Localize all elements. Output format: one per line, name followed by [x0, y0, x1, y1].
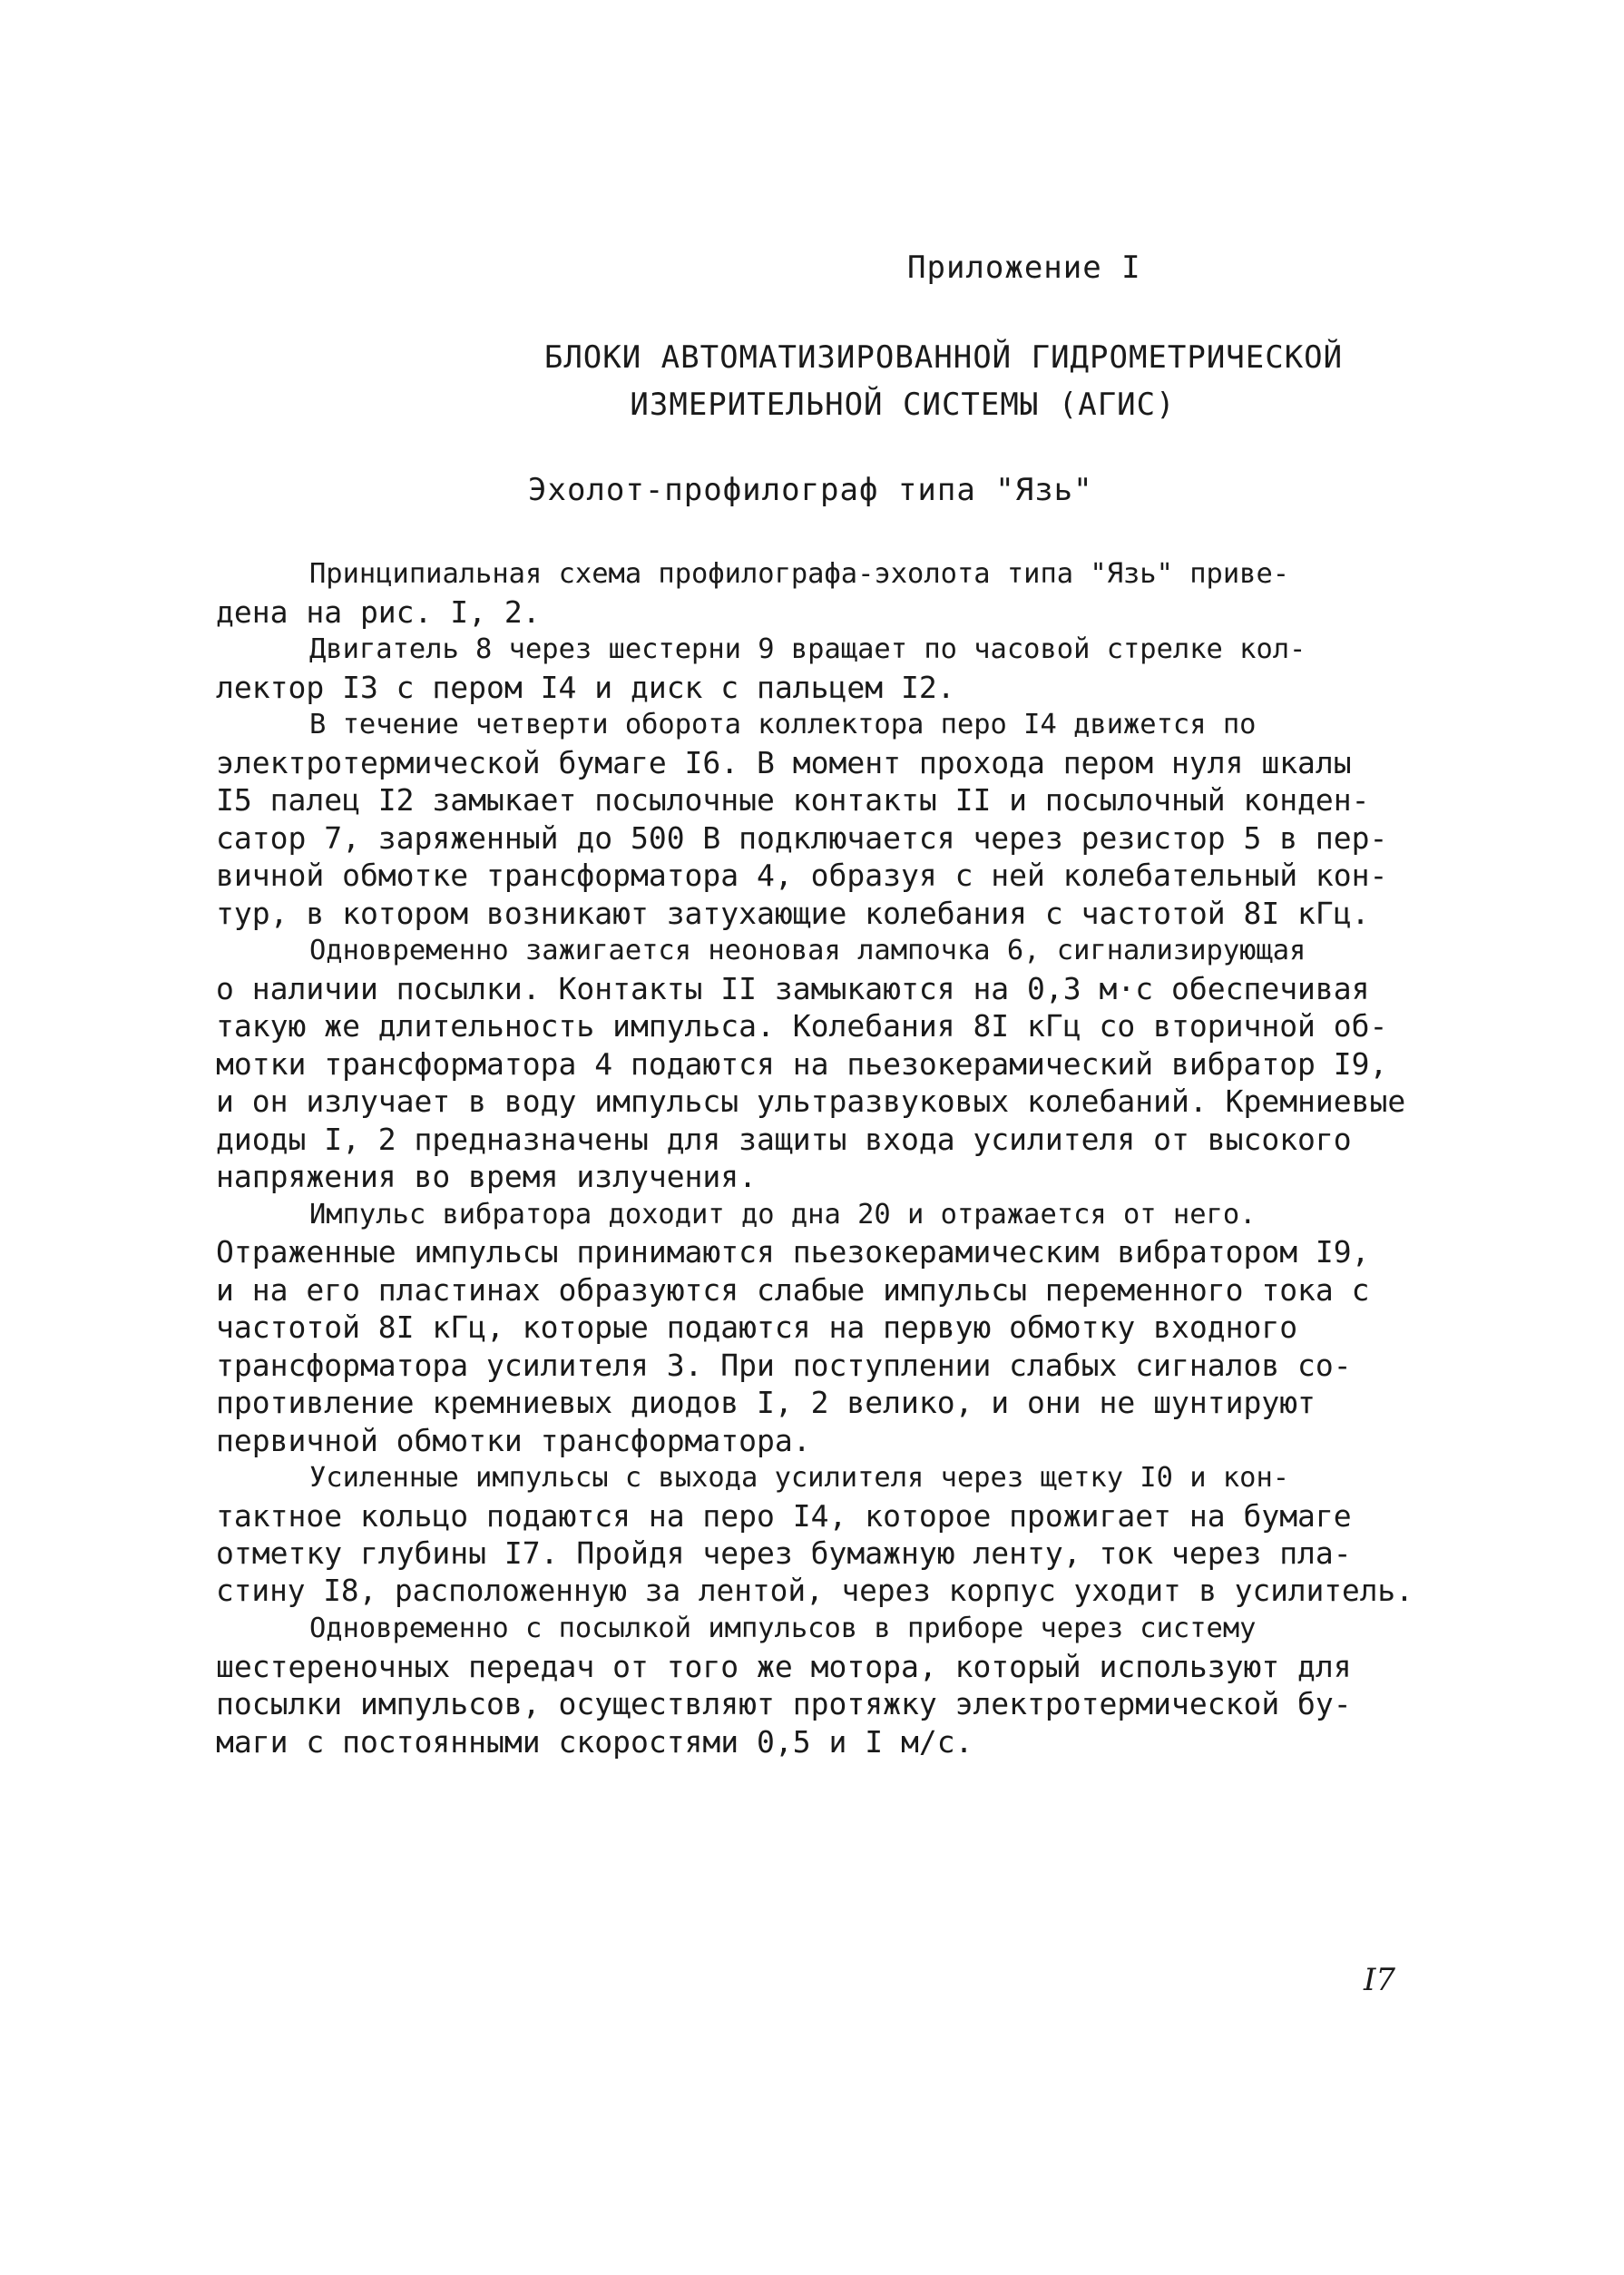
text-line: стину I8, расположенную за лентой, через корпус уходит в усилитель.: [216, 1573, 1414, 1608]
title-line-2: ИЗМЕРИТЕЛЬНОЙ СИСТЕМЫ (АГИС): [630, 387, 1176, 423]
text-line: шестереночных передач от того же мотора, который используют для: [216, 1648, 1352, 1684]
text-line: мотки трансформатора 4 подаются на пьезокерамический вибратор I9,: [216, 1045, 1388, 1082]
text-line: такую же длительность импульса. Колебания 8I кГц со вторичной об-: [216, 1008, 1388, 1044]
text-line: вичной обмотке трансформатора 4, образуя с ней колебательный кон-: [216, 858, 1388, 893]
page-number: I7: [1364, 1962, 1396, 1998]
section-subtitle: Эхолот-профилограф типа "Язь": [528, 472, 1093, 508]
text-line: Двигатель 8 через шестерни 9 вращает по часовой стрелке кол-: [309, 633, 1306, 665]
text-line: тактное кольцо подаются на перо I4, которое прожигает на бумаге: [216, 1497, 1352, 1534]
text-line: посылки импульсов, осуществляют протяжку электротермической бу-: [216, 1686, 1352, 1721]
document-title: [0, 334, 1624, 428]
text-line: сатор 7, заряженный до 500 В подключается через резистор 5 в пер-: [216, 819, 1388, 856]
title-line-1: БЛОКИ АВТОМАТИЗИРОВАННОЙ ГИДРОМЕТРИЧЕСКОЙ: [543, 339, 1344, 376]
text-line: трансформатора усилителя 3. При поступлении слабых сигналов со-: [216, 1347, 1352, 1383]
text-line: и он излучает в воду импульсы ультразвуковых колебаний. Кремниевые: [216, 1084, 1406, 1119]
text-line: Одновременно с посылкой импульсов в приборе через систему: [309, 1613, 1257, 1644]
body-text: [216, 555, 1414, 1760]
appendix-label: Приложение I: [907, 250, 1141, 286]
text-line: и на его пластинах образуются слабые импульсы переменного тока с: [216, 1271, 1370, 1308]
text-line: электротермической бумаге I6. В момент прохода пером нуля шкалы: [216, 744, 1352, 780]
text-line: лектор I3 с пером I4 и диск с пальцем I2.: [216, 669, 955, 705]
text-line: противление кремниевых диодов I, 2 велико, и они не шунтируют: [216, 1385, 1316, 1420]
text-line: частотой 8I кГц, которые подаются на первую обмотку входного: [216, 1309, 1298, 1345]
text-line: дена на рис. I, 2.: [216, 593, 541, 630]
text-line: отметку глубины I7. Пройдя через бумажную ленту, ток через пла-: [216, 1535, 1352, 1571]
text-line: маги с постоянными скоростями 0,5 и I м/с.: [216, 1723, 973, 1760]
text-line: Принципиальная схема профилографа-эхолота типа "Язь" приве-: [309, 558, 1290, 590]
text-line: Отраженные импульсы принимаются пьезокерамическим вибратором I9,: [216, 1234, 1370, 1270]
text-line: Усиленные импульсы с выхода усилителя через щетку I0 и кон-: [309, 1462, 1290, 1494]
text-line: диоды I, 2 предназначены для защиты входа усилителя от высокого: [216, 1121, 1352, 1157]
text-line: I5 палец I2 замыкает посылочные контакты II и посылочный конден-: [216, 782, 1370, 818]
text-line: напряжения во время излучения.: [216, 1159, 758, 1194]
text-line: В течение четверти оборота коллектора перо I4 движется по: [309, 709, 1257, 740]
text-line: тур, в котором возникают затухающие колебания с частотой 8I кГц.: [216, 895, 1370, 931]
text-line: Одновременно зажигается неоновая лампочка 6, сигнализирующая: [309, 935, 1306, 966]
text-line: Импульс вибратора доходит до дна 20 и отражается от него.: [309, 1198, 1257, 1231]
text-line: первичной обмотки трансформатора.: [216, 1422, 811, 1458]
text-line: о наличии посылки. Контакты II замыкаются на 0,3 м·с обеспечивая: [216, 970, 1370, 1006]
